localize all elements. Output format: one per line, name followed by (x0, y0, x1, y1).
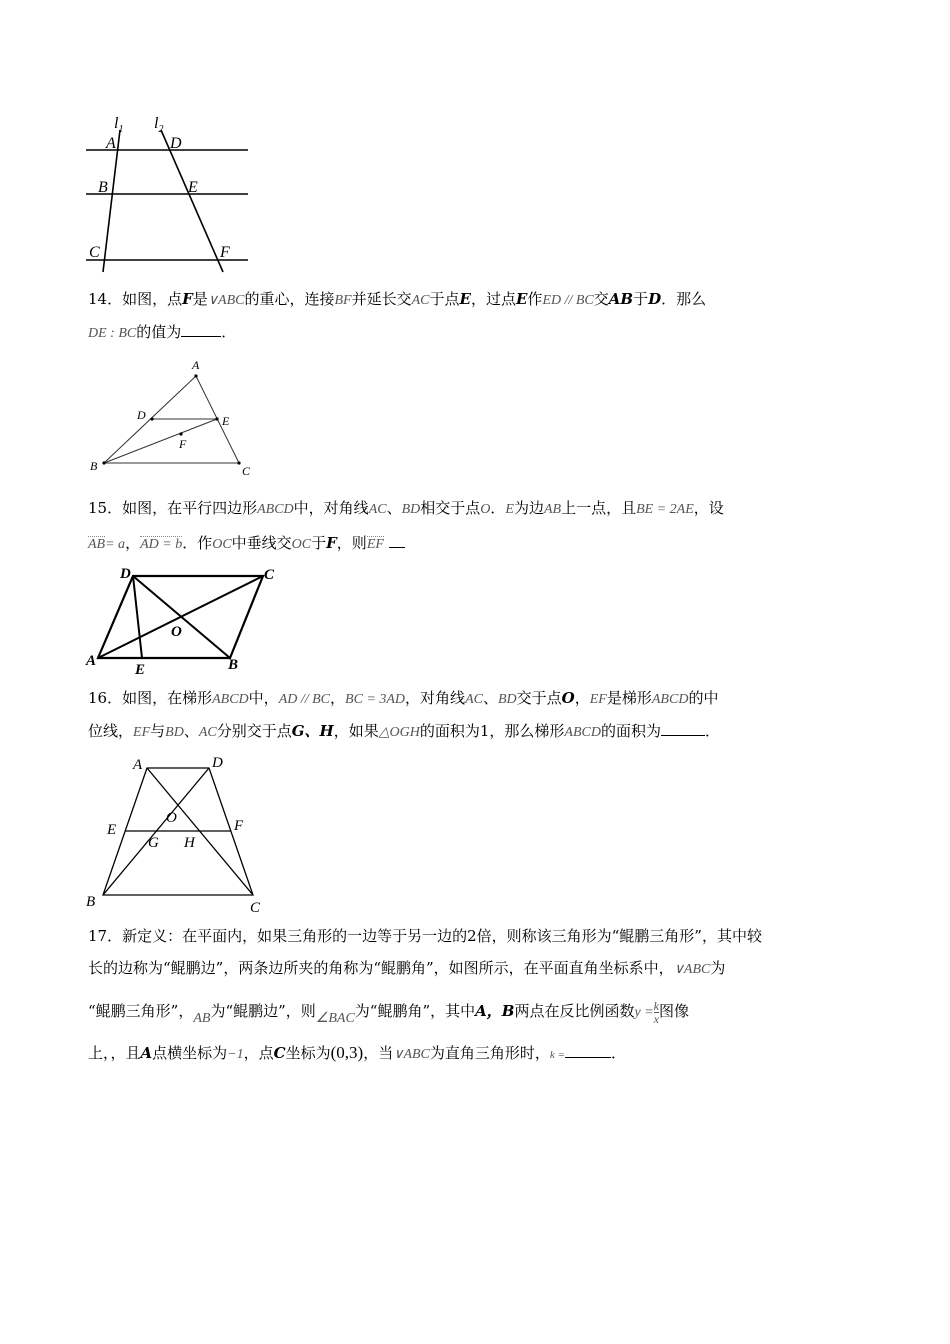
question-number: 14． (88, 290, 123, 308)
q15-line-2: AB= a，AD = b．作OC中垂线交OC于F，则EF (88, 533, 868, 555)
point-A (194, 374, 197, 377)
figure-parallel-lines (84, 112, 254, 277)
label-B: B (86, 894, 96, 910)
segment-DE (133, 576, 142, 658)
label-G: G (148, 835, 159, 851)
fraction-k-over-x: $\frac{k}{x}$ (653, 998, 659, 1026)
label-F: F (220, 244, 230, 261)
label-D: D (212, 755, 223, 771)
q17-line-3: “鲲鹏三角形”，AB为“鲲鹏边”，则∠BAC为“鲲鹏角”，其中A，B两点在反比例函数y = $\frac{k}{x}$ 图像 (88, 998, 689, 1026)
label-E: E (135, 662, 146, 677)
point-E (215, 417, 218, 420)
figure-trapezoid (84, 752, 274, 917)
label-D: D (137, 408, 146, 422)
q16-line-1: 16．如图，在梯形ABCD中，AD // BC，BC = 3AD，对角线AC、BD交于点O，EF是梯形ABCD的中 (88, 689, 719, 707)
q16-line-2: 位线，EF与BD、AC分别交于点G、H，如果△OGH的面积为1，那么梯形ABCD的面积为 ． (88, 722, 720, 740)
answer-blank (389, 547, 405, 548)
point-F (179, 432, 182, 435)
label-A: A (133, 757, 143, 773)
label-l1: $l_1$ (114, 115, 124, 135)
label-O: O (166, 810, 177, 826)
q15-line-1: 15．如图，在平行四边形ABCD中，对角线AC、BD相交于点O．E为边AB上一点，且BE = 2AE，设 (88, 499, 724, 517)
diagonal-BD (133, 576, 230, 658)
label-D: D (170, 135, 182, 152)
label-C: C (89, 244, 100, 261)
point-D (150, 417, 153, 420)
label-F: F (179, 437, 187, 451)
label-C: C (264, 567, 275, 583)
answer-blank (565, 1057, 611, 1058)
label-C: C (250, 900, 261, 916)
q17-line-1: 17．新定义：在平面内，如果三角形的一边等于另一边的2倍，则称该三角形为“鲲鹏三角形”，其中较 (88, 927, 762, 945)
q14-line-2: DE : BC的值为 ． (88, 323, 237, 341)
label-O: O (171, 624, 182, 640)
figure-triangle-centroid (86, 356, 266, 481)
label-F: F (234, 818, 244, 834)
label-B: B (90, 459, 98, 473)
answer-blank (661, 735, 705, 736)
segment-BE (104, 419, 217, 463)
label-D: D (120, 566, 131, 582)
answer-blank (181, 336, 221, 337)
point-C (237, 461, 240, 464)
label-A: A (86, 653, 97, 669)
label-l2: $l_2$ (154, 115, 164, 135)
label-B: B (228, 657, 239, 673)
label-B: B (98, 179, 108, 196)
q14-line-1: 14．如图，点F是∨ABC的重心，连接BF并延长交AC于点E，过点E作ED // BC交AB于D．那么 (88, 290, 707, 308)
question-number: 15． (88, 499, 123, 517)
label-E: E (222, 414, 230, 428)
label-C: C (242, 464, 251, 478)
figure-parallelogram (84, 562, 284, 677)
question-number: 16． (88, 689, 123, 707)
label-E: E (188, 179, 198, 196)
q17-line-2: 长的边称为“鲲鹏边”，两条边所夹的角称为“鲲鹏角”，如图所示，在平面直角坐标系中，∨ABC为 (88, 959, 726, 977)
label-H: H (184, 835, 195, 851)
label-A: A (192, 358, 200, 372)
label-E: E (107, 822, 117, 838)
q17-line-4: 上，，且A点横坐标为−1，点C坐标为(0,3)，当∨ABC为直角三角形时，k = ． (88, 1043, 626, 1062)
point-B (102, 461, 105, 464)
label-A: A (106, 135, 116, 152)
question-number: 17． (88, 927, 123, 945)
